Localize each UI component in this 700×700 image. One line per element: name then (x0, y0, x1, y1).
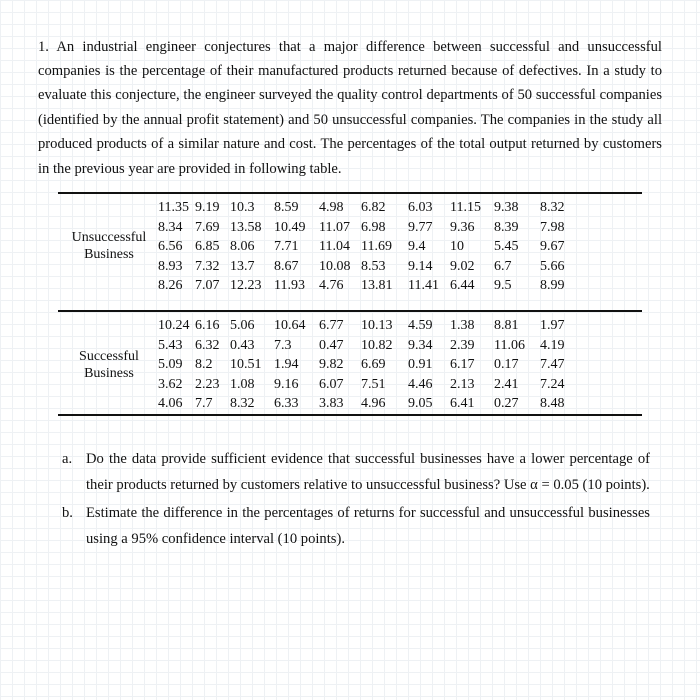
table-cell: 9.02 (450, 258, 475, 274)
table-row (158, 336, 567, 356)
table-cell: 4.06 (158, 396, 183, 411)
table-cell: 9.77 (408, 219, 433, 235)
table-cell: 5.06 (230, 318, 255, 333)
table-cell: 2.23 (195, 376, 220, 392)
table-cell: 3.62 (158, 376, 183, 392)
table-cell: 6.07 (319, 376, 344, 392)
table-cell: 8.2 (195, 357, 213, 372)
table-cell: 4.19 (540, 337, 565, 353)
table-cell: 6.98 (361, 219, 386, 235)
table-cell: 11.06 (494, 337, 525, 353)
table-row (158, 394, 567, 414)
table-cell: 6.17 (450, 357, 475, 372)
table-cell: 4.96 (361, 396, 386, 411)
table-row (158, 316, 567, 336)
table-cell: 9.38 (494, 200, 519, 215)
table-cell: 0.91 (408, 357, 433, 372)
question-b (62, 500, 650, 552)
table-cell: 5.09 (158, 357, 183, 372)
table-cell: 7.32 (195, 258, 220, 274)
table-cell: 6.33 (274, 396, 299, 411)
table-row (158, 257, 567, 277)
table-cell: 6.56 (158, 239, 183, 254)
table-cell: 7.07 (195, 278, 220, 293)
table-cell: 9.82 (319, 357, 344, 372)
table-cell: 8.06 (230, 239, 255, 254)
table-cell: 9.36 (450, 219, 475, 235)
table-cell: 6.7 (494, 258, 512, 274)
table-cell: 6.44 (450, 278, 475, 293)
table-cell: 8.34 (158, 219, 183, 235)
table-cell: 8.32 (540, 200, 565, 215)
table-cell: 4.76 (319, 278, 344, 293)
table-cell: 10.24 (158, 318, 190, 333)
successful-data-table (158, 316, 567, 414)
table-cell: 0.47 (319, 337, 344, 353)
table-cell: 6.82 (361, 200, 386, 215)
table-cell: 0.43 (230, 337, 255, 353)
table-row (158, 375, 567, 395)
table-cell: 3.83 (319, 396, 344, 411)
question-a (62, 446, 650, 498)
table-cell: 11.35 (158, 200, 189, 215)
table-cell: 0.27 (494, 396, 519, 411)
successful-label: Successful Business (79, 349, 139, 381)
table-cell: 8.48 (540, 396, 565, 411)
table-cell: 8.99 (540, 278, 565, 293)
table-cell: 9.5 (494, 278, 512, 293)
unsuccessful-table-group (58, 192, 642, 302)
table-cell: 8.93 (158, 258, 183, 274)
table-row (158, 276, 567, 296)
table-cell: 11.07 (319, 219, 350, 235)
table-cell: 7.71 (274, 239, 299, 254)
table-cell: 7.3 (274, 337, 292, 353)
table-cell: 6.85 (195, 239, 220, 254)
table-cell: 1.94 (274, 357, 299, 372)
question-letter: a. (62, 451, 73, 467)
table-cell: 0.17 (494, 357, 519, 372)
table-cell: 9.14 (408, 258, 433, 274)
table-row (158, 355, 567, 375)
table-cell: 7.98 (540, 219, 565, 235)
table-cell: 11.69 (361, 239, 392, 254)
table-cell: 7.69 (195, 219, 220, 235)
question-letter: b. (62, 505, 73, 521)
table-cell: 8.53 (361, 258, 386, 274)
table-cell: 6.69 (361, 357, 386, 372)
table-row (158, 237, 567, 257)
table-cell: 7.51 (361, 376, 386, 392)
table-cell: 1.97 (540, 318, 565, 333)
table-cell: 1.38 (450, 318, 475, 333)
table-cell: 6.16 (195, 318, 220, 333)
table-cell: 4.98 (319, 200, 344, 215)
table-cell: 7.7 (195, 396, 213, 411)
table-cell: 2.39 (450, 337, 475, 353)
table-cell: 4.59 (408, 318, 433, 333)
table-cell: 10.3 (230, 200, 255, 215)
table-cell: 4.46 (408, 376, 433, 392)
table-cell: 10.08 (319, 258, 351, 274)
table-cell: 6.77 (319, 318, 344, 333)
table-cell: 2.13 (450, 376, 475, 392)
table-cell: 10.51 (230, 357, 262, 372)
table-cell: 9.19 (195, 200, 220, 215)
table-cell: 9.67 (540, 239, 565, 254)
table-cell: 9.05 (408, 396, 433, 411)
table-cell: 11.04 (319, 239, 350, 254)
table-cell: 6.32 (195, 337, 220, 353)
table-cell: 8.81 (494, 318, 519, 333)
table-cell: 5.66 (540, 258, 565, 274)
table-cell: 7.47 (540, 357, 565, 372)
table-cell: 9.34 (408, 337, 433, 353)
table-cell: 8.32 (230, 396, 255, 411)
table-cell: 10 (450, 239, 464, 254)
successful-table-group (58, 310, 642, 416)
table-cell: 13.7 (230, 258, 255, 274)
question-text: Estimate the difference in the percentages of returns for successful and unsuccessful businesses using a 95% confidence interval (10 points). (86, 505, 650, 547)
table-cell: 10.82 (361, 337, 393, 353)
table-cell: 5.45 (494, 239, 519, 254)
table-cell: 12.23 (230, 278, 262, 293)
table-cell: 2.41 (494, 376, 519, 392)
table-cell: 8.26 (158, 278, 183, 293)
table-cell: 11.93 (274, 278, 305, 293)
table-cell: 8.39 (494, 219, 519, 235)
problem-statement: 1. An industrial engineer conjectures that a major difference between successful and unsuccessful companies is the percentage of their manufactured products returned because of defectives. In a study to evaluate this conjecture, the engineer surveyed the quality control departments of 50 successful companies (identified by the annual profit statement) and 50 unsuccessful companies. The companies in the study all produced products of a similar nature and cost. The percentages of the total output returned by customers in the previous year are provided in following table. (38, 38, 662, 177)
table-row (158, 218, 567, 238)
table-cell: 11.15 (450, 200, 481, 215)
table-cell: 10.13 (361, 318, 393, 333)
table-cell: 9.4 (408, 239, 426, 254)
table-cell: 6.41 (450, 396, 475, 411)
table-cell: 10.64 (274, 318, 306, 333)
table-cell: 10.49 (274, 219, 306, 235)
table-row (158, 198, 567, 218)
table-cell: 11.41 (408, 278, 439, 293)
table-cell: 1.08 (230, 376, 255, 392)
table-cell: 8.67 (274, 258, 299, 274)
table-cell: 7.24 (540, 376, 565, 392)
unsuccessful-data-table (158, 198, 567, 296)
table-cell: 6.03 (408, 200, 433, 215)
table-cell: 13.58 (230, 219, 262, 235)
table-cell: 9.16 (274, 376, 299, 392)
table-cell: 13.81 (361, 278, 393, 293)
question-text: Do the data provide sufficient evidence that successful businesses have a lower percentage of their products returned by customers relative to unsuccessful business? Use α = 0.05 (10 points). (86, 451, 650, 493)
questions-list (62, 446, 650, 554)
table-cell: 5.43 (158, 337, 183, 353)
table-cell: 8.59 (274, 200, 299, 215)
unsuccessful-label: Unsuccessful Business (71, 230, 147, 262)
